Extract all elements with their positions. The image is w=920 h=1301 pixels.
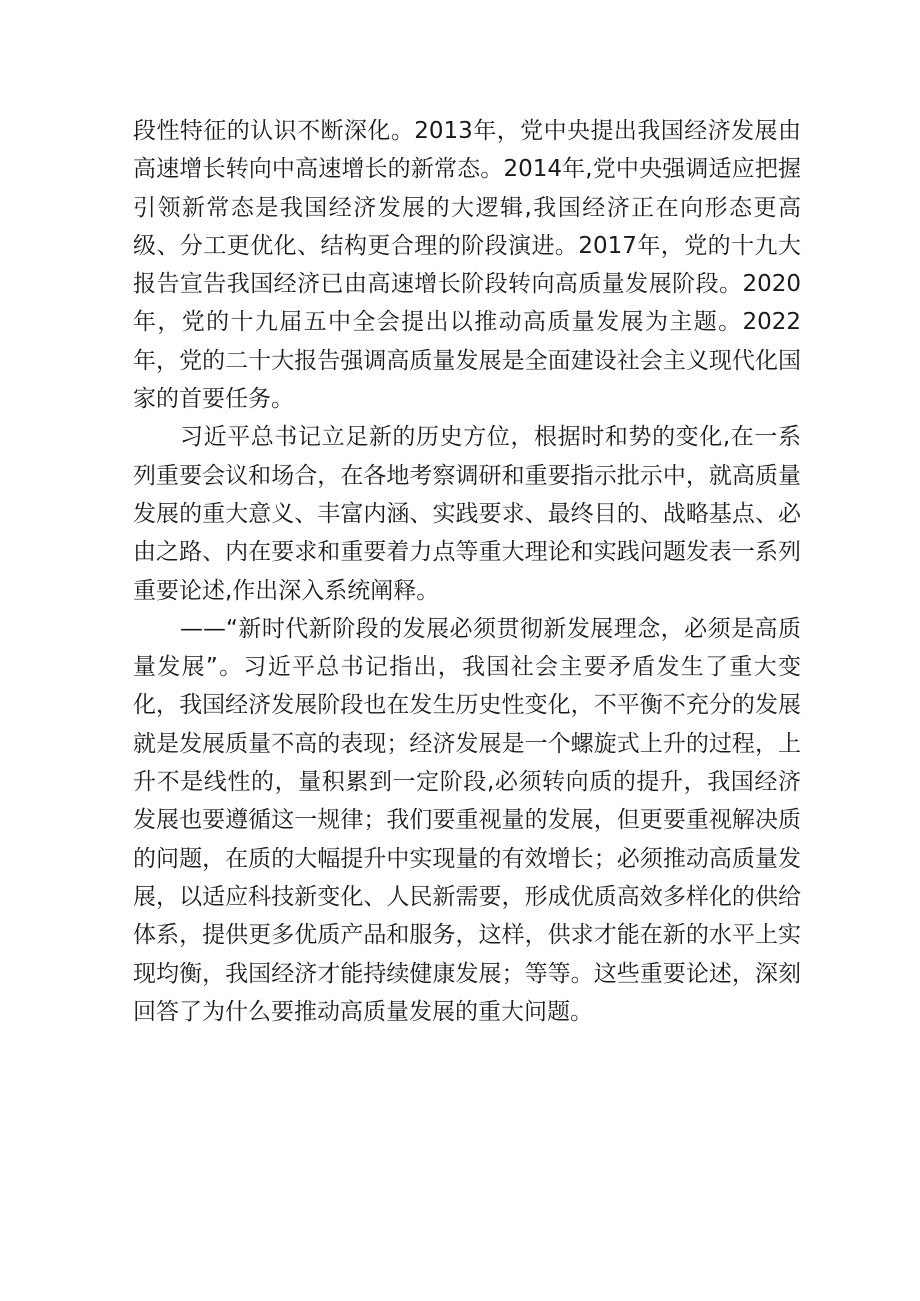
paragraph-new-era: ——“新时代新阶段的发展必须贯彻新发展理念，必须是高质量发展”。习近平总书记指出，我国社会主要矛盾发生了重大变化，我国经济发展阶段也在发生历史性变化，不平衡不充分的发展就是发展质量不高的表现；经济发展是一个螺旋式上升的过程，上升不是线性的，量积累到一定阶段,必须转向质的提升，我国经济发展也要遵循这一规律；我们要重视量的发展，但更要重视解决质的问题，在质的大幅提升中实现量的有效增长；必须推动高质量发展，以适应科技新变化、人民新需要，形成优质高效多样化的供给体系，提供更多优质产品和服务，这样，供求才能在新的水平上实现均衡，我国经济才能持续健康发展；等等。这些重要论述，深刻回答了为什么要推动高质量发展的重大问题。 [133,615,801,1025]
document-body [133,112,801,1031]
paragraph-overview: 习近平总书记立足新的历史方位，根据时和势的变化,在一系列重要会议和场合，在各地考察调研和重要指示批示中，就高质量发展的重大意义、丰富内涵、实践要求、最终目的、战略基点、必由之路、内在要求和重要着力点等重大理论和实践问题发表一系列重要论述,作出深入系统阐释。 [133,424,801,604]
paragraph-continuation: 段性特征的认识不断深化。2013年，党中央提出我国经济发展由高速增长转向中高速增长的新常态。2014年,党中央强调适应把握引领新常态是我国经济发展的大逻辑,我国经济正在向形态更高级、分工更优化、结构更合理的阶段演进。2017年，党的十九大报告宣告我国经济已由高速增长阶段转向高质量发展阶段。2020年，党的十九届五中全会提出以推动高质量发展为主题。2022年，党的二十大报告强调高质量发展是全面建设社会主义现代化国家的首要任务。 [133,118,801,413]
